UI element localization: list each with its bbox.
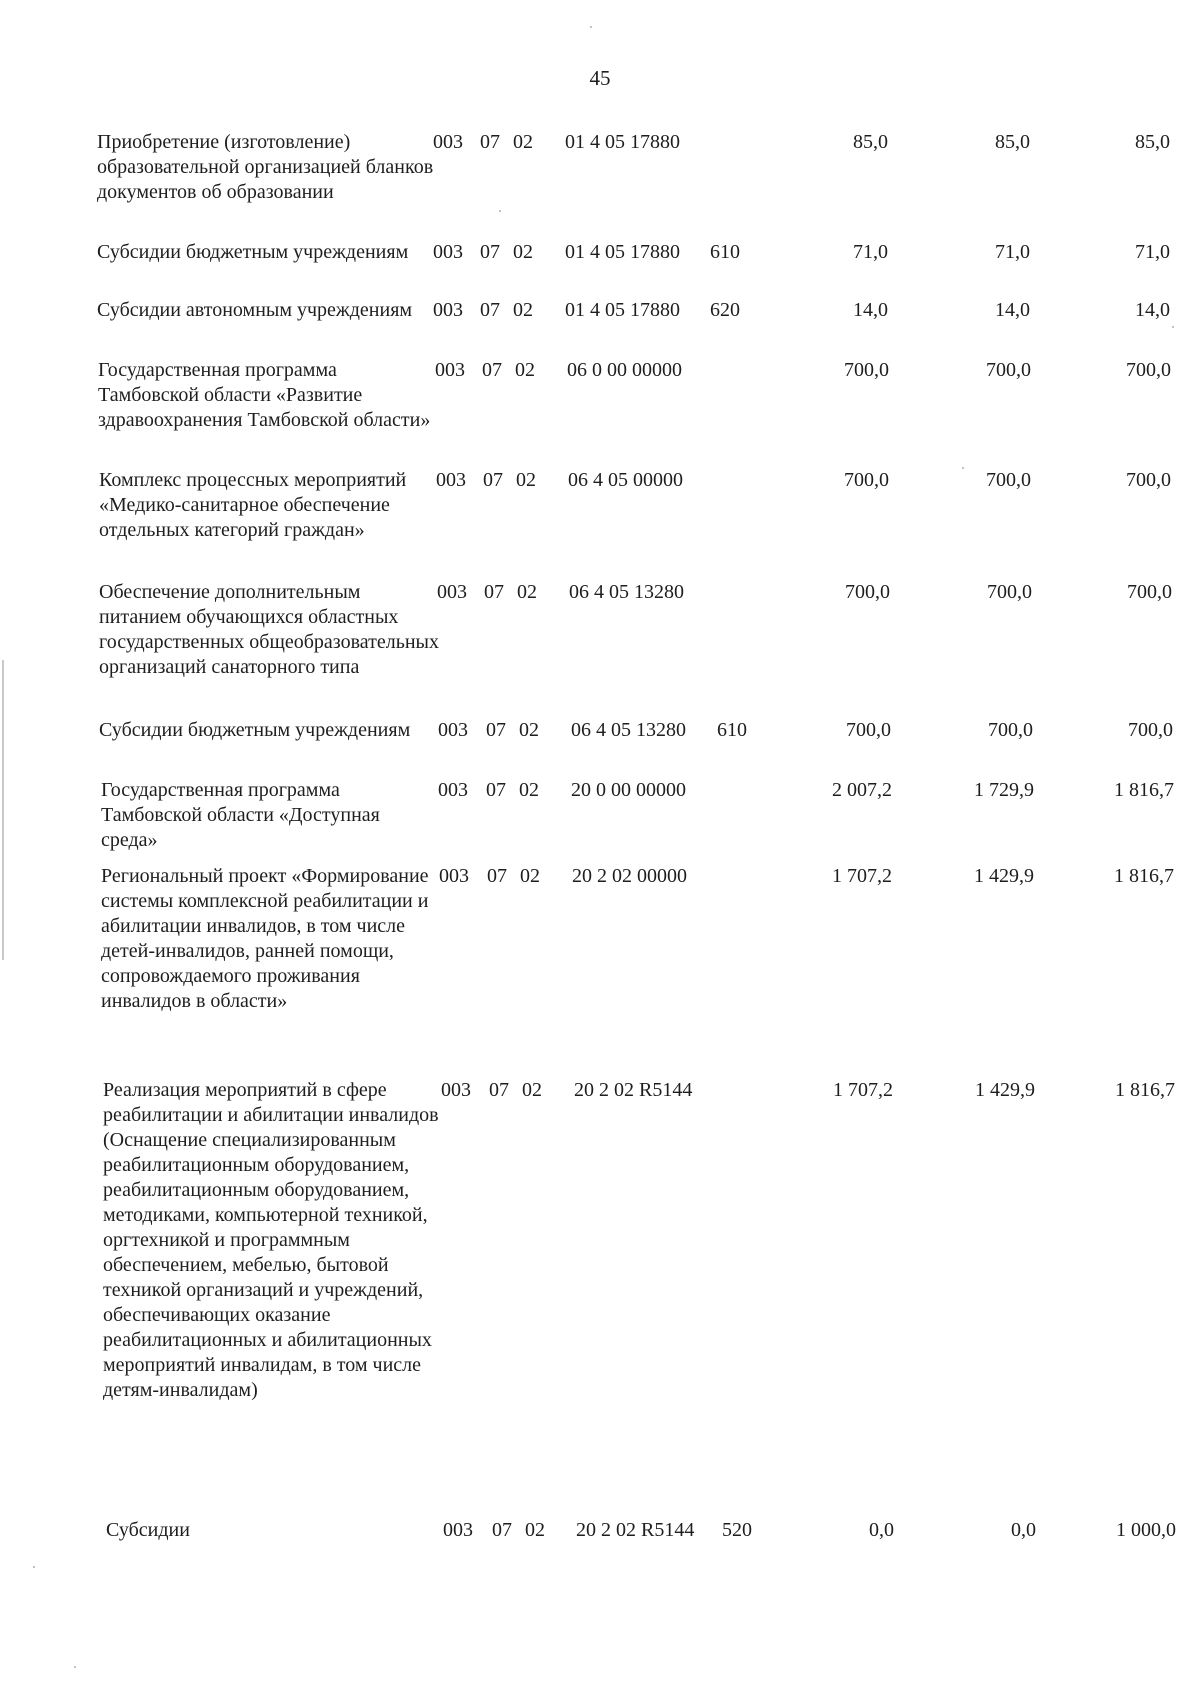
row-value-year1: 700,0	[844, 359, 889, 381]
row-subsection-code: 02	[516, 469, 536, 491]
row-value-year3: 1 816,7	[1115, 1079, 1175, 1101]
row-subsection-code: 02	[513, 299, 533, 321]
row-ministry-code: 003	[439, 865, 469, 887]
row-expense-type: 610	[717, 719, 747, 741]
row-name: Субсидии бюджетным учреждениям	[97, 241, 409, 263]
row-subsection-code: 02	[515, 359, 535, 381]
row-subsection-code: 02	[517, 581, 537, 603]
row-target-code: 06 4 05 13280	[569, 581, 684, 603]
row-target-code: 06 0 00 00000	[567, 359, 682, 381]
row-name: Субсидии автономным учреждениям	[97, 299, 413, 321]
row-section-code: 07	[482, 359, 502, 381]
row-name: Субсидии	[106, 1519, 190, 1541]
row-subsection-code: 02	[525, 1519, 545, 1541]
scan-speck	[74, 1666, 76, 1668]
row-value-year3: 700,0	[1126, 359, 1171, 381]
row-value-year3: 1 816,7	[1114, 865, 1174, 887]
row-name: Государственная программа Тамбовской области «Развитие здравоохранения Тамбовской области»	[98, 359, 431, 431]
row-value-year2: 1 729,9	[974, 779, 1034, 801]
row-ministry-code: 003	[433, 299, 463, 321]
row-value-year2: 0,0	[1011, 1519, 1036, 1541]
row-value-year2: 700,0	[986, 359, 1031, 381]
row-section-code: 07	[486, 779, 506, 801]
row-subsection-code: 02	[519, 719, 539, 741]
row-name: Региональный проект «Формирование системы комплексной реабилитации и абилитации инвалидов, в том числе детей-инвалидов, ранней помощи, сопровождаемого проживания инвалидов в области»	[101, 865, 429, 1012]
row-value-year3: 700,0	[1127, 581, 1172, 603]
row-section-code: 07	[486, 719, 506, 741]
row-ministry-code: 003	[438, 779, 468, 801]
row-value-year2: 1 429,9	[974, 865, 1034, 887]
row-target-code: 06 4 05 00000	[568, 469, 683, 491]
row-subsection-code: 02	[520, 865, 540, 887]
scan-speck	[590, 26, 592, 28]
row-value-year2: 71,0	[995, 241, 1030, 263]
row-value-year3: 14,0	[1135, 299, 1170, 321]
row-ministry-code: 003	[438, 719, 468, 741]
row-ministry-code: 003	[441, 1079, 471, 1101]
row-section-code: 07	[480, 299, 500, 321]
row-target-code: 06 4 05 13280	[571, 719, 686, 741]
row-ministry-code: 003	[437, 581, 467, 603]
row-target-code: 20 2 02 00000	[572, 865, 687, 887]
row-subsection-code: 02	[513, 241, 533, 263]
row-target-code: 20 0 00 00000	[571, 779, 686, 801]
row-expense-type: 610	[710, 241, 740, 263]
row-value-year2: 1 429,9	[975, 1079, 1035, 1101]
row-section-code: 07	[480, 131, 500, 153]
row-value-year1: 700,0	[845, 581, 890, 603]
row-value-year1: 2 007,2	[832, 779, 892, 801]
row-value-year1: 1 707,2	[832, 865, 892, 887]
row-ministry-code: 003	[435, 359, 465, 381]
row-target-code: 01 4 05 17880	[565, 241, 680, 263]
row-value-year1: 71,0	[853, 241, 888, 263]
row-subsection-code: 02	[522, 1079, 542, 1101]
row-value-year1: 0,0	[869, 1519, 894, 1541]
row-value-year2: 700,0	[988, 719, 1033, 741]
row-ministry-code: 003	[436, 469, 466, 491]
row-section-code: 07	[489, 1079, 509, 1101]
row-value-year3: 71,0	[1135, 241, 1170, 263]
row-name: Обеспечение дополнительным питанием обучающихся областных государственных общеобразовательных организаций санаторного типа	[99, 581, 439, 678]
row-value-year1: 85,0	[853, 131, 888, 153]
row-name: Приобретение (изготовление) образовательной организацией бланков документов об образовании	[97, 131, 434, 203]
row-value-year3: 85,0	[1135, 131, 1170, 153]
row-expense-type: 620	[710, 299, 740, 321]
row-value-year2: 700,0	[987, 581, 1032, 603]
row-section-code: 07	[492, 1519, 512, 1541]
row-name: Государственная программа Тамбовской области «Доступная среда»	[101, 779, 380, 851]
row-value-year1: 700,0	[846, 719, 891, 741]
row-target-code: 01 4 05 17880	[565, 299, 680, 321]
row-value-year1: 1 707,2	[833, 1079, 893, 1101]
row-ministry-code: 003	[433, 241, 463, 263]
row-section-code: 07	[484, 581, 504, 603]
row-value-year2: 700,0	[986, 469, 1031, 491]
row-value-year3: 1 816,7	[1114, 779, 1174, 801]
row-subsection-code: 02	[513, 131, 533, 153]
row-name: Субсидии бюджетным учреждениям	[99, 719, 411, 741]
row-value-year2: 14,0	[995, 299, 1030, 321]
row-section-code: 07	[480, 241, 500, 263]
row-section-code: 07	[487, 865, 507, 887]
row-name: Комплекс процессных мероприятий «Медико-санитарное обеспечение отдельных категорий граждан»	[99, 469, 407, 541]
row-value-year3: 700,0	[1128, 719, 1173, 741]
row-name: Реализация мероприятий в сфере реабилитации и абилитации инвалидов (Оснащение специализированным реабилитационным оборудованием, реабилитационным оборудованием, методиками, компьютерной техникой, оргтехникой и программным обеспечением, мебелью, бытовой техникой организаций и учреждений, обеспечивающих оказание реабилитационных и абилитационных мероприятий инвалидам, в том числе детям-инвалидам)	[103, 1079, 439, 1401]
row-value-year1: 700,0	[844, 469, 889, 491]
scan-speck	[499, 210, 501, 212]
scan-edge-mark	[2, 660, 4, 960]
row-target-code: 20 2 02 R5144	[574, 1079, 693, 1101]
row-ministry-code: 003	[443, 1519, 473, 1541]
row-expense-type: 520	[722, 1519, 752, 1541]
row-target-code: 20 2 02 R5144	[576, 1519, 695, 1541]
row-target-code: 01 4 05 17880	[565, 131, 680, 153]
row-value-year1: 14,0	[853, 299, 888, 321]
row-ministry-code: 003	[433, 131, 463, 153]
page-number: 45	[589, 66, 611, 90]
row-section-code: 07	[483, 469, 503, 491]
scan-speck	[962, 467, 964, 469]
scan-speck	[1172, 326, 1174, 328]
row-value-year3: 1 000,0	[1116, 1519, 1176, 1541]
scan-speck	[33, 1566, 35, 1568]
row-subsection-code: 02	[519, 779, 539, 801]
row-value-year2: 85,0	[995, 131, 1030, 153]
row-value-year3: 700,0	[1126, 469, 1171, 491]
